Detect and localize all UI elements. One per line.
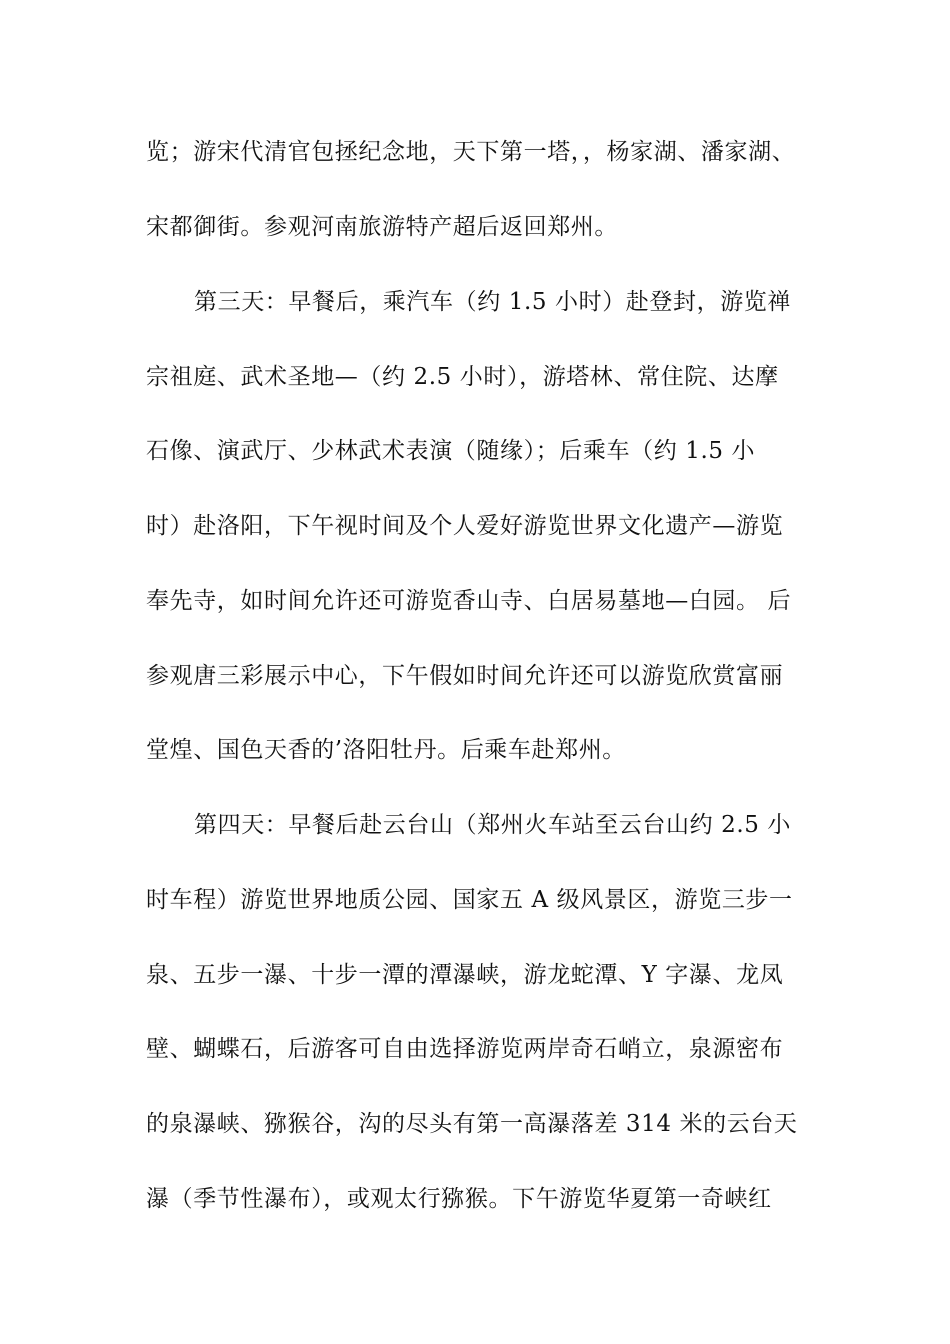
text-line: 参观唐三彩展示中心，下午假如时间允许还可以游览欣赏富丽 bbox=[146, 663, 784, 689]
text-line: 石像、演武厅、少林武术表演（随缘）；后乘车（约 1.5 小 bbox=[146, 438, 756, 464]
text-line: 奉先寺，如时间允许还可游览香山寺、白居易墓地—白园。 后 bbox=[146, 588, 792, 614]
text-line: 时）赴洛阳，下午视时间及个人爱好游览世界文化遗产—游览 bbox=[146, 513, 784, 539]
text-line: 瀑（季节性瀑布），或观太行猕猴。下午游览华夏第一奇峡红 bbox=[146, 1186, 772, 1212]
paragraph-start-line: 第四天：早餐后赴云台山（郑州火车站至云台山约 2.5 小 bbox=[194, 812, 791, 838]
text-line: 时车程）游览世界地质公园、国家五 A 级风景区，游览三步一 bbox=[146, 887, 793, 913]
text-line: 宗祖庭、武术圣地—（约 2.5 小时），游塔林、常住院、达摩 bbox=[146, 364, 779, 390]
text-line: 堂煌、国色天香的’洛阳牡丹。后乘车赴郑州。 bbox=[146, 737, 626, 763]
text-line: 的泉瀑峡、猕猴谷，沟的尽头有第一高瀑落差 314 米的云台天 bbox=[146, 1111, 798, 1137]
paragraph-start-line: 第三天：早餐后，乘汽车（约 1.5 小时）赴登封，游览禅 bbox=[194, 289, 791, 315]
text-line: 壁、蝴蝶石，后游客可自由选择游览两岸奇石峭立，泉源密布 bbox=[146, 1036, 784, 1062]
text-line: 览；游宋代清官包拯纪念地，天下第一塔，，杨家湖、潘家湖、 bbox=[146, 139, 796, 165]
text-line: 宋都御街。参观河南旅游特产超后返回郑州。 bbox=[146, 214, 618, 240]
text-line: 泉、五步一瀑、十步一潭的潭瀑峡，游龙蛇潭、Y 字瀑、龙凤 bbox=[146, 962, 784, 988]
